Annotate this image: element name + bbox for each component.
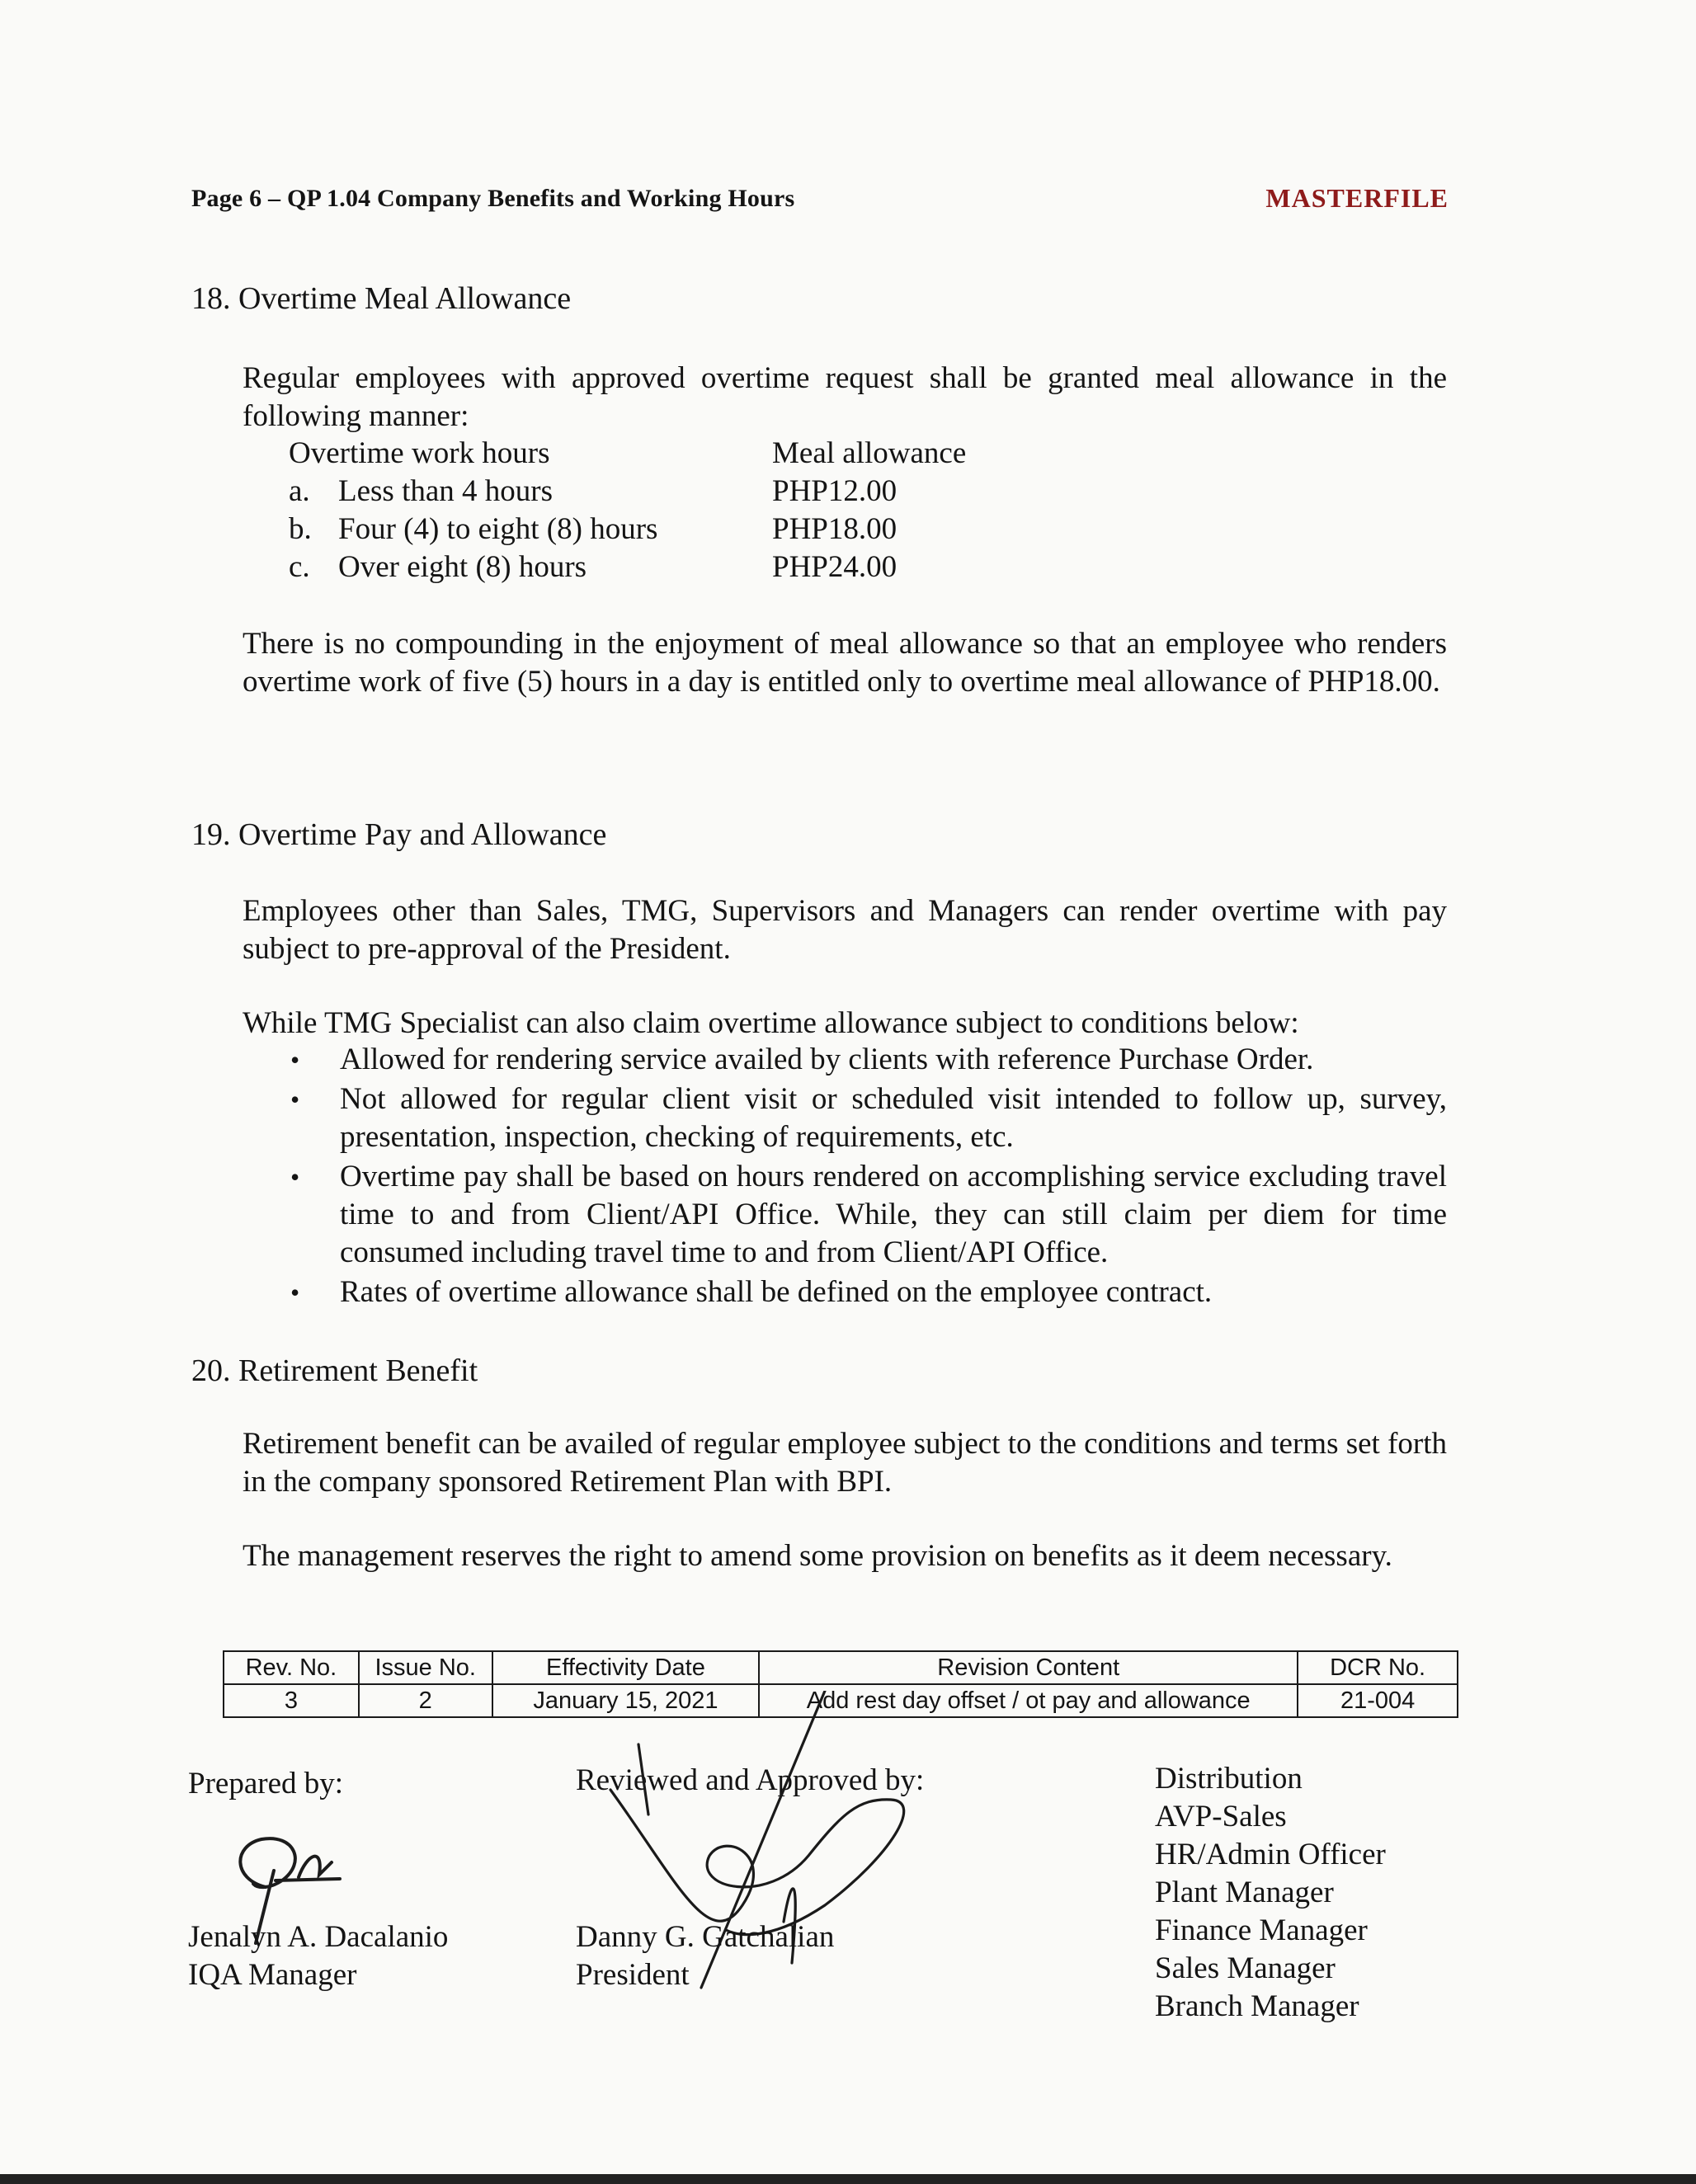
list-item-text: Rates of overtime allowance shall be defined on the employee contract. (340, 1275, 1213, 1309)
section-18-note: There is no compounding in the enjoyment of meal allowance so that an employee who renders overtime work of five (5) hours in a day is entitled only to overtime meal allowance of PHP18.00. (243, 627, 1447, 699)
reviewer-title: President (576, 1958, 690, 1992)
meal-row-amount: PHP24.00 (772, 550, 897, 584)
meal-row-letter: b. (289, 512, 312, 546)
column-header-allowance: Meal allowance (772, 436, 967, 470)
meal-row-amount: PHP12.00 (772, 474, 897, 508)
distribution-item: AVP-Sales (1155, 1800, 1287, 1833)
list-item-text: Allowed for rendering service availed by clients with reference Purchase Order. (340, 1043, 1314, 1076)
section-19-heading: 19. Overtime Pay and Allowance (191, 817, 607, 852)
list-item-text: Overtime pay shall be based on hours rendered on accomplishing service excluding travel time to and from Client/API Office. While, they can still claim per diem for time consumed including travel time to and from Client/API Office. (340, 1160, 1447, 1269)
meal-row-amount: PHP18.00 (772, 512, 897, 546)
table-header-row (224, 1651, 1458, 1684)
section-20-paragraph-2: The management reserves the right to amend some provision on benefits as it deem necessary. (243, 1539, 1392, 1573)
distribution-item: Branch Manager (1155, 1989, 1359, 2023)
reviewed-by-label: Reviewed and Approved by: (576, 1763, 925, 1797)
meal-row-hours: Over eight (8) hours (338, 550, 587, 584)
distribution-item: Sales Manager (1155, 1951, 1336, 1985)
bullet-icon: • (290, 1162, 300, 1192)
section-19-paragraph-1: Employees other than Sales, TMG, Supervisors and Managers can render overtime with pay subject to pre-approval of the President. (243, 894, 1447, 966)
table-cell: 2 (359, 1684, 492, 1717)
list-item (284, 1273, 1447, 1311)
table-cell: 3 (224, 1684, 359, 1717)
masterfile-stamp: MASTERFILE (1265, 183, 1449, 213)
meal-row-letter: c. (289, 550, 310, 584)
page-header-title: Page 6 – QP 1.04 Company Benefits and Working Hours (191, 185, 795, 212)
distribution-item: HR/Admin Officer (1155, 1838, 1386, 1871)
section-18-intro: Regular employees with approved overtime request shall be granted meal allowance in the following manner: (243, 361, 1447, 433)
table-cell: Add rest day offset / ot pay and allowance (759, 1684, 1298, 1717)
table-cell: January 15, 2021 (492, 1684, 760, 1717)
column-header: Rev. No. (224, 1651, 359, 1684)
bullet-icon: • (290, 1278, 300, 1307)
column-header: Issue No. (359, 1651, 492, 1684)
list-item (284, 1080, 1447, 1156)
distribution-label: Distribution (1155, 1762, 1303, 1796)
preparer-name: Jenalyn A. Dacalanio (188, 1920, 449, 1954)
column-header: Revision Content (759, 1651, 1298, 1684)
section-18-heading: 18. Overtime Meal Allowance (191, 281, 572, 316)
table-cell: 21-004 (1298, 1684, 1458, 1717)
bullet-icon: • (290, 1045, 300, 1075)
list-item-text: Not allowed for regular client visit or scheduled visit intended to follow up, survey, presentation, inspection, checking of requirements, etc. (340, 1082, 1447, 1154)
scan-edge-divider (0, 2174, 1696, 2184)
prepared-by-label: Prepared by: (188, 1767, 344, 1800)
preparer-title: IQA Manager (188, 1958, 357, 1992)
distribution-item: Finance Manager (1155, 1913, 1368, 1947)
column-header: DCR No. (1298, 1651, 1458, 1684)
list-item (284, 1041, 1447, 1079)
meal-row-hours: Four (4) to eight (8) hours (338, 512, 658, 546)
tmg-conditions-list (284, 1041, 1447, 1313)
bullet-icon: • (290, 1085, 300, 1114)
reviewer-name: Danny G. Gatchalian (576, 1920, 835, 1954)
meal-row-letter: a. (289, 474, 310, 508)
distribution-item: Plant Manager (1155, 1876, 1334, 1909)
section-20-heading: 20. Retirement Benefit (191, 1353, 478, 1388)
meal-row-hours: Less than 4 hours (338, 474, 553, 508)
column-header-hours: Overtime work hours (289, 436, 550, 470)
section-19-paragraph-2: While TMG Specialist can also claim overtime allowance subject to conditions below: (243, 1006, 1299, 1040)
column-header: Effectivity Date (492, 1651, 760, 1684)
list-item (284, 1158, 1447, 1272)
section-20-paragraph-1: Retirement benefit can be availed of regular employee subject to the conditions and terms set forth in the company sponsored Retirement Plan with BPI. (243, 1427, 1447, 1499)
